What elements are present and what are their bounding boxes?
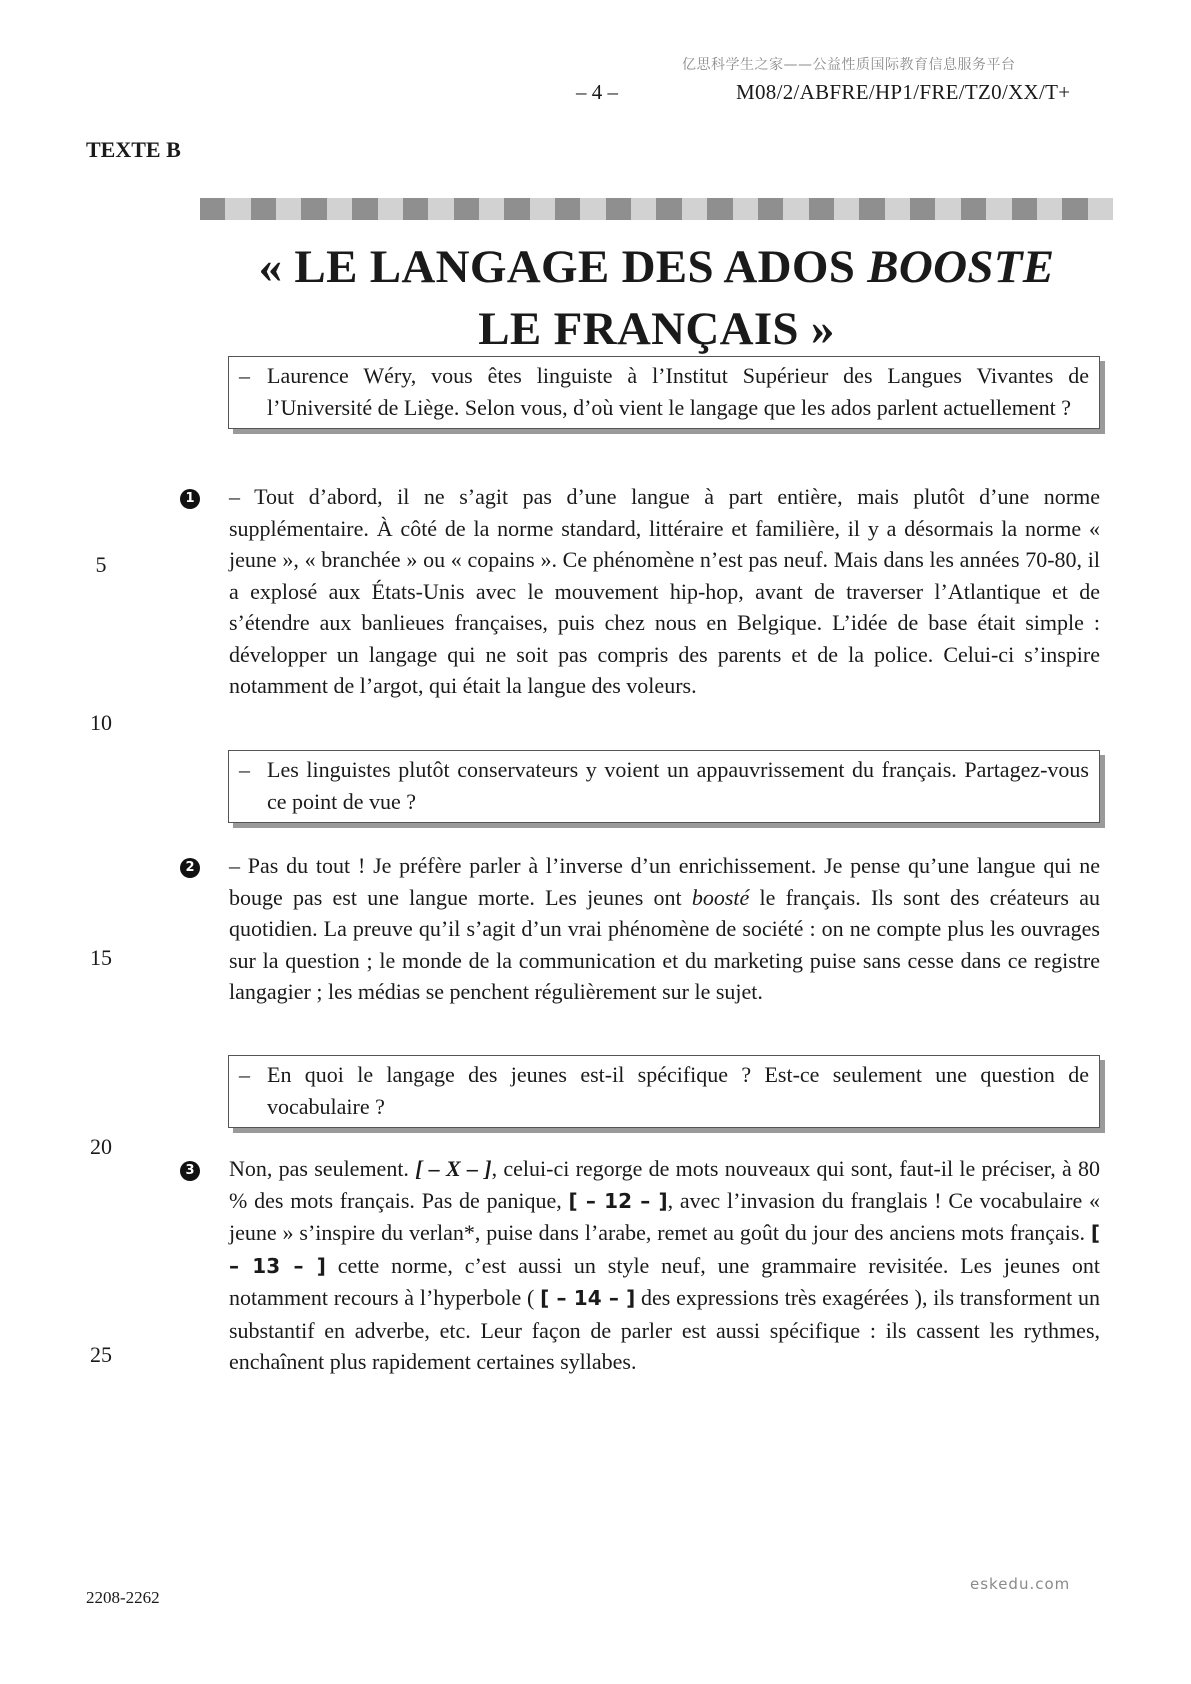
stripe-segment xyxy=(885,198,910,220)
line-number-5: 5 xyxy=(95,552,107,577)
question-dash: – xyxy=(239,1062,250,1087)
paragraph-3 xyxy=(229,1153,1100,1378)
question-box-3 xyxy=(228,1055,1100,1128)
stripe-segment xyxy=(403,198,428,220)
watermark-top: 亿思科学生之家——公益性质国际教育信息服务平台 xyxy=(682,57,1016,73)
stripe-segment xyxy=(504,198,529,220)
stripe-segment xyxy=(758,198,783,220)
line-number-15: 15 xyxy=(90,945,112,970)
stripe-segment xyxy=(682,198,707,220)
stripe-segment xyxy=(1012,198,1037,220)
stripe-segment xyxy=(200,198,225,220)
document-code: M08/2/ABFRE/HP1/FRE/TZ0/XX/T+ xyxy=(736,80,1071,104)
paragraph-marker-3: 3 xyxy=(180,1161,200,1181)
stripe-segment xyxy=(859,198,884,220)
stripe-segment xyxy=(276,198,301,220)
stripe-segment xyxy=(378,198,403,220)
watermark-bottom: eskedu.com xyxy=(970,1575,1071,1593)
title-italic-word: BOOSTE xyxy=(867,241,1055,293)
question-text: En quoi le langage des jeunes est-il spécifique ? Est-ce seulement une question de vocabulaire ? xyxy=(267,1062,1089,1119)
stripe-segment xyxy=(428,198,453,220)
stripe-segment xyxy=(656,198,681,220)
stripe-segment xyxy=(225,198,250,220)
stripe-segment xyxy=(910,198,935,220)
stripe-segment xyxy=(479,198,504,220)
blank-12: [ – 12 – ] xyxy=(568,1188,668,1213)
line-number-20: 20 xyxy=(90,1134,112,1159)
blank-x: [ – X – ] xyxy=(415,1156,492,1181)
question-box-2 xyxy=(228,750,1100,823)
line-number-25: 25 xyxy=(90,1342,112,1367)
paragraph-marker-2: 2 xyxy=(180,858,200,878)
stripe-segment xyxy=(1088,198,1113,220)
stripe-segment xyxy=(580,198,605,220)
paragraph-3-text-1: Non, pas seulement. xyxy=(229,1156,416,1181)
question-dash: – xyxy=(239,757,250,782)
stripe-segment xyxy=(783,198,808,220)
stripe-segment xyxy=(733,198,758,220)
stripe-segment xyxy=(352,198,377,220)
stripe-segment xyxy=(834,198,859,220)
paragraph-2-text-b: le français. Ils sont des créateurs au quotidien. La preuve qu’il s’agit d’un vrai phénomène de société : on ne compte plus les ouvrages sur la question ; le monde de la communication et du marketing puise sans cesse dans ce registre langagier ; les médias se penchent régulièrement sur le sujet. xyxy=(229,884,1100,1004)
stripe-segment xyxy=(530,198,555,220)
stripe-segment xyxy=(961,198,986,220)
page-number: – 4 – xyxy=(576,80,618,104)
question-dash: – xyxy=(239,363,250,388)
title-line1-text: « LE LANGAGE DES ADOS xyxy=(258,241,868,293)
section-label: TEXTE B xyxy=(86,137,181,162)
stripe-segment xyxy=(935,198,960,220)
paragraph-marker-1: 1 xyxy=(180,489,200,509)
stripe-segment xyxy=(555,198,580,220)
stripe-segment xyxy=(327,198,352,220)
paragraph-3-text-4: cette norme, c’est aussi un style neuf, une grammaire revisitée. Les jeunes ont notamment recours à l’hyperbole ( xyxy=(229,1252,1100,1310)
blank-14: [ – 14 – ] xyxy=(540,1286,636,1310)
stripe-segment xyxy=(1062,198,1087,220)
paragraph-3-text-2: , celui-ci regorge de mots nouveaux qui sont, faut-il le préciser, à 80 % des mots français. Pas de panique, xyxy=(229,1156,1101,1213)
stripe-segment xyxy=(251,198,276,220)
paragraph-3-text-3: , avec l’invasion du franglais ! Ce vocabulaire « jeune » s’inspire du verlan*, puise dans l’arabe, remet au goût du jour des anciens mots français. xyxy=(229,1187,1101,1245)
stripe-segment xyxy=(809,198,834,220)
stripe-segment xyxy=(606,198,631,220)
stripe-segment xyxy=(707,198,732,220)
paragraph-2-italic: boosté xyxy=(691,884,750,910)
blank-13: [ – 13 – ] xyxy=(229,1221,1100,1278)
question-text: Les linguistes plutôt conservateurs y voient un appauvrissement du français. Partagez-vous ce point de vue ? xyxy=(267,757,1089,814)
footer-code: 2208-2262 xyxy=(86,1588,160,1607)
stripe-segment xyxy=(631,198,656,220)
question-box-1 xyxy=(228,356,1100,429)
decorative-stripe xyxy=(200,198,1113,220)
line-number-10: 10 xyxy=(90,710,112,735)
paragraph-3-text-5: des expressions très exagérées ), ils transforment un substantif en adverbe, etc. Leur façon de parler est aussi spécifique : ils cassent les rythmes, enchaînent plus rapidement certaines syllabes. xyxy=(229,1285,1100,1374)
paragraph-2 xyxy=(229,850,1100,1008)
stripe-segment xyxy=(454,198,479,220)
title-line2-text: LE FRANÇAIS » xyxy=(478,303,835,355)
article-title xyxy=(200,236,1113,360)
paragraph-1: – Tout d’abord, il ne s’agit pas d’une langue à part entière, mais plutôt d’une norme supplémentaire. À côté de la norme standard, littéraire et familière, il y a désormais la norme « jeune », « branchée » ou « copains ». Ce phénomène n’est pas neuf. Mais dans les années 70-80, il a explosé aux États-Unis avec le mouvement hip-hop, avant de traverser l’Atlantique et de s’étendre aux banlieues françaises, puis chez nous en Belgique. L’idée de base était simple : développer un langage qui ne soit pas compris des parents et de la police. Celui-ci s’inspire notamment de l’argot, qui était la langue des voleurs. xyxy=(229,484,1100,698)
stripe-segment xyxy=(986,198,1011,220)
paragraph-2-text-a: – Pas du tout ! Je préfère parler à l’inverse d’un enrichissement. Je pense qu’une langue qui ne bouge pas est une langue morte. Les jeunes ont xyxy=(229,853,1100,910)
stripe-segment xyxy=(1037,198,1062,220)
question-text: Laurence Wéry, vous êtes linguiste à l’Institut Supérieur des Langues Vivantes de l’Université de Liège. Selon vous, d’où vient le langage que les ados parlent actuellement ? xyxy=(267,363,1089,420)
stripe-segment xyxy=(301,198,326,220)
